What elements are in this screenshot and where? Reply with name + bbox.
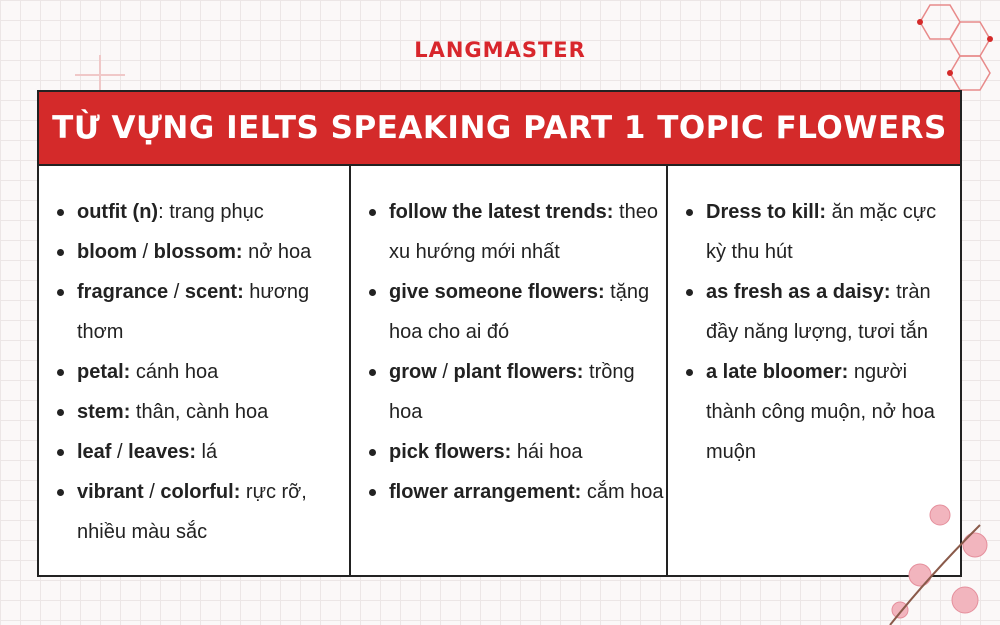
vocab-term: give someone flowers: [389, 281, 605, 303]
vocabulary-item [365, 472, 666, 512]
vocabulary-item [53, 192, 349, 232]
vocab-meaning: ăn mặc cực kỳ thu hút [706, 201, 937, 263]
vocabulary-item [365, 432, 666, 472]
cherry-blossom-decoration [880, 485, 1000, 625]
vocab-meaning: rực rỡ, nhiều màu sắc [77, 481, 307, 543]
vocab-term: leaf [77, 441, 112, 463]
vocab-term: stem: [77, 401, 131, 423]
vocab-term: flower arrangement: [389, 481, 582, 503]
vocabulary-item [53, 352, 349, 392]
vocab-term: pick flowers: [389, 441, 512, 463]
vocab-meaning: hương thơm [77, 281, 310, 343]
vocab-term: Dress to kill: [706, 201, 827, 223]
vocab-term: blossom: [153, 241, 243, 263]
vocab-meaning: / [137, 241, 154, 263]
vocab-term: follow the latest trends: [389, 201, 614, 223]
vocab-term: petal: [77, 361, 131, 383]
vocabulary-table [37, 90, 962, 577]
vocab-meaning: / [111, 441, 129, 463]
vocabulary-item [365, 192, 666, 272]
vocab-term: as fresh as a daisy: [706, 281, 891, 303]
vocab-term: fragrance [77, 281, 169, 303]
vocab-term: scent: [184, 281, 244, 303]
vocab-term: plant flowers: [453, 361, 584, 383]
brand-logo: LANGMASTER [414, 38, 586, 62]
vocab-meaning: / [168, 281, 185, 303]
vocab-meaning: trồng hoa [389, 361, 635, 423]
vocab-meaning: cánh hoa [130, 361, 219, 383]
vocab-term: leaves: [128, 441, 196, 463]
vocabulary-item [53, 232, 349, 272]
vocab-meaning: : trang phục [158, 201, 264, 223]
vocab-meaning: thân, cành hoa [130, 401, 269, 423]
vocab-meaning: / [436, 361, 454, 383]
vocabulary-item [682, 352, 960, 472]
vocab-meaning: cắm hoa [581, 481, 664, 503]
vocab-meaning: nở hoa [242, 241, 312, 263]
vocabulary-item [53, 272, 349, 352]
vocab-meaning: tràn đầy năng lượng, tươi tắn [706, 281, 931, 343]
vocab-meaning: / [143, 481, 161, 503]
vocabulary-item [365, 272, 666, 352]
vocabulary-item [682, 272, 960, 352]
vocab-meaning: hái hoa [511, 441, 583, 463]
vocabulary-item [682, 192, 960, 272]
vocabulary-column [351, 166, 668, 575]
vocab-term: colorful: [160, 481, 241, 503]
vocab-term: grow [389, 361, 437, 383]
vocabulary-item [53, 472, 349, 552]
vocab-meaning: lá [195, 441, 218, 463]
page-title: TỪ VỰNG IELTS SPEAKING PART 1 TOPIC FLOWERS [39, 92, 960, 166]
vocabulary-item [53, 432, 349, 472]
vocab-meaning: tặng hoa cho ai đó [389, 281, 650, 343]
vocabulary-item [53, 392, 349, 432]
vocab-term: bloom [77, 241, 137, 263]
vocabulary-item [365, 352, 666, 432]
vocabulary-column [39, 166, 351, 575]
vocab-term: a late bloomer: [706, 361, 849, 383]
vocab-term: outfit (n) [77, 201, 159, 223]
vocab-meaning: theo xu hướng mới nhất [389, 201, 658, 263]
vocab-meaning: người thành công muộn, nở hoa muộn [706, 361, 935, 463]
vocab-term: vibrant [77, 481, 144, 503]
